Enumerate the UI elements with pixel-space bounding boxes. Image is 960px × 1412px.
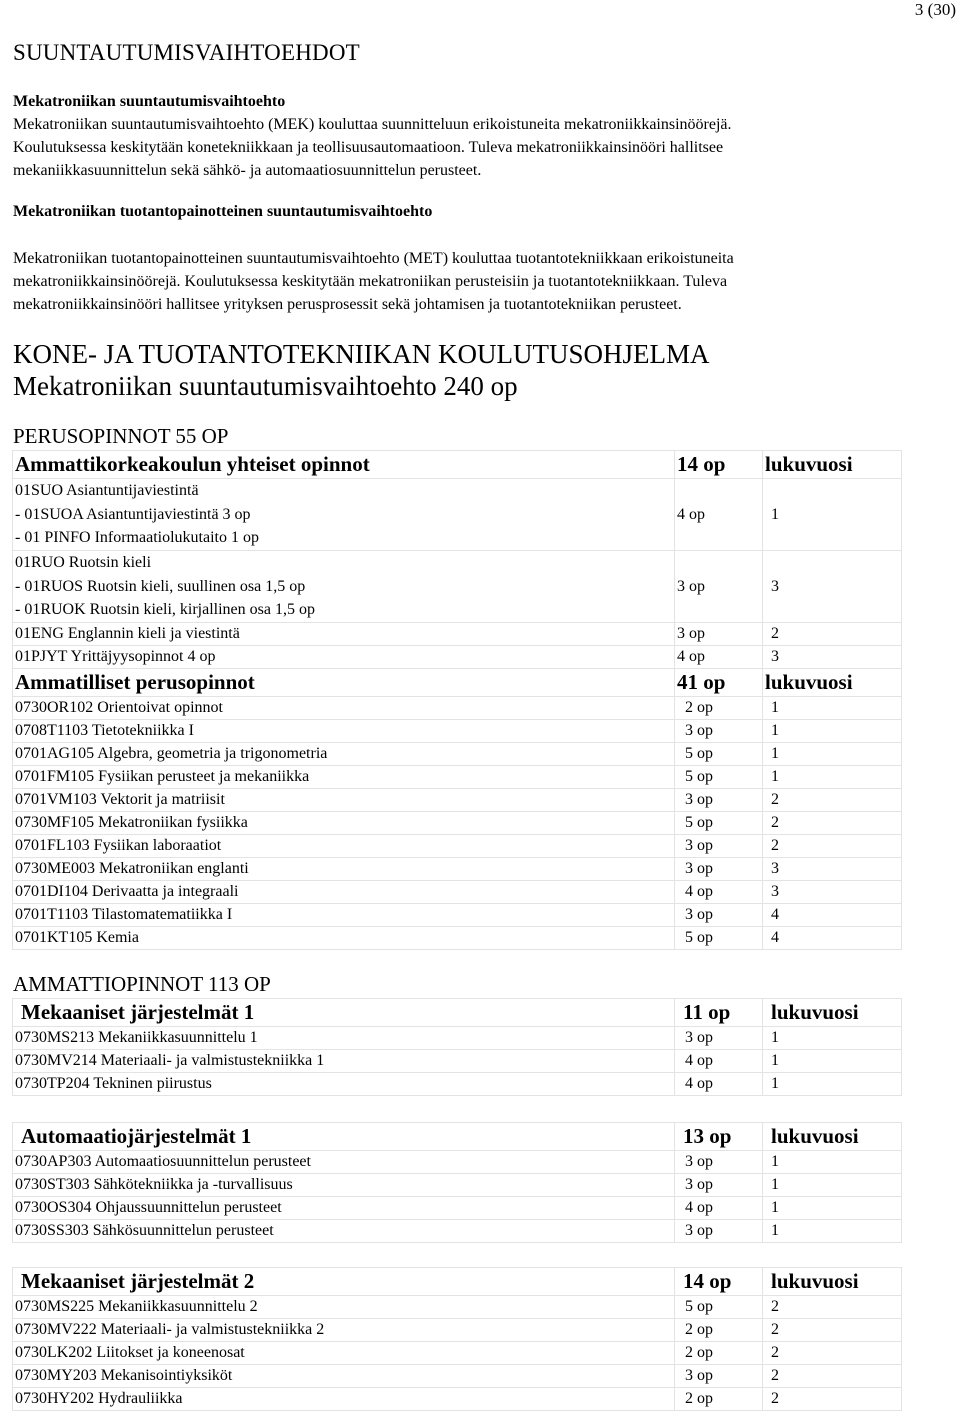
course-name: 0730LK202 Liitokset ja koneenosat xyxy=(13,1342,675,1365)
course-name: 0730MV222 Materiaali- ja valmistustekniikka 2 xyxy=(13,1319,675,1342)
table-row xyxy=(13,1319,902,1342)
table-row xyxy=(13,1220,902,1243)
course-year: 2 xyxy=(763,1319,902,1342)
course-name: 0730MV214 Materiaali- ja valmistustekniikka 1 xyxy=(13,1050,675,1073)
mekaaniset2-table xyxy=(12,1267,902,1411)
course-year: 3 xyxy=(763,646,902,669)
perusopinnot-title: PERUSOPINNOT 55 OP xyxy=(13,424,229,448)
course-year: 1 xyxy=(763,1151,902,1174)
course-credits: 2 op xyxy=(675,1388,763,1411)
mek-line: Koulutuksessa keskitytään konetekniikkaan ja teollisuusautomaatioon. Tuleva mekatroniikkainsinööri hallitsee xyxy=(13,139,724,156)
course-name: 0730OS304 Ohjaussuunnittelun perusteet xyxy=(13,1197,675,1220)
mek-heading: Mekatroniikan suuntautumisvaihtoehto xyxy=(13,93,286,110)
course-year: 1 xyxy=(763,697,902,720)
course-credits: 3 op xyxy=(675,1174,763,1197)
course-year: 1 xyxy=(763,1174,902,1197)
group-credits: 13 op xyxy=(675,1123,763,1151)
group-credits: 41 op xyxy=(675,669,763,697)
course-name: 01ENG Englannin kieli ja viestintä xyxy=(13,623,675,646)
course-name: 0701DI104 Derivaatta ja integraali xyxy=(13,881,675,904)
course-credits: 5 op xyxy=(675,927,763,950)
group-title: Automaatiojärjestelmät 1 xyxy=(13,1123,675,1151)
course-credits: 4 op xyxy=(675,881,763,904)
course-credits: 5 op xyxy=(675,1296,763,1319)
course-name: 0730SS303 Sähkösuunnittelun perusteet xyxy=(13,1220,675,1243)
table-header-row xyxy=(13,1123,902,1151)
course-credits: 4 op xyxy=(675,1197,763,1220)
course-credits: 3 op xyxy=(675,835,763,858)
course-year: 2 xyxy=(763,1342,902,1365)
mekaaniset1-table xyxy=(12,998,902,1096)
course-name: 0730AP303 Automaatiosuunnittelun perusteet xyxy=(13,1151,675,1174)
program-subtitle: Mekatroniikan suuntautumisvaihtoehto 240 op xyxy=(13,371,518,401)
course-year: 1 xyxy=(763,1197,902,1220)
course-year: 3 xyxy=(763,858,902,881)
course-name: 0701FL103 Fysiikan laboraatiot xyxy=(13,835,675,858)
course-credits: 2 op xyxy=(675,1319,763,1342)
table-row xyxy=(13,551,902,623)
automaatio1-table xyxy=(12,1122,902,1243)
course-name: 0730MF105 Mekatroniikan fysiikka xyxy=(13,812,675,835)
group-credits: 14 op xyxy=(675,1268,763,1296)
course-credits: 3 op xyxy=(675,1151,763,1174)
course-year: 2 xyxy=(763,1296,902,1319)
course-year: 4 xyxy=(763,927,902,950)
table-row xyxy=(13,1296,902,1319)
table-row xyxy=(13,766,902,789)
course-credits: 2 op xyxy=(675,1342,763,1365)
course-line: - 01RUOS Ruotsin kieli, suullinen osa 1,5 op xyxy=(15,577,306,595)
table-row xyxy=(13,697,902,720)
group-year-label: lukuvuosi xyxy=(763,669,902,697)
course-credits: 3 op xyxy=(675,789,763,812)
course-line: 01RUO Ruotsin kieli xyxy=(15,554,152,572)
group-credits: 11 op xyxy=(675,999,763,1027)
course-name: 0701AG105 Algebra, geometria ja trigonometria xyxy=(13,743,675,766)
course-line: 01SUO Asiantuntijaviestintä xyxy=(15,482,199,500)
page-number: 3 (30) xyxy=(914,0,956,19)
mek-line: Mekatroniikan suuntautumisvaihtoehto (MEK) kouluttaa suunnitteluun erikoistuneita mekatroniikkainsinöörejä. xyxy=(13,116,732,133)
table-row xyxy=(13,927,902,950)
course-year: 3 xyxy=(763,551,902,623)
group-year-label: lukuvuosi xyxy=(763,1268,902,1296)
met-description xyxy=(13,247,948,316)
course-year: 2 xyxy=(763,623,902,646)
group-year-label: lukuvuosi xyxy=(763,451,902,479)
course-year: 1 xyxy=(763,766,902,789)
group-year-label: lukuvuosi xyxy=(763,1123,902,1151)
table-row xyxy=(13,881,902,904)
table-row xyxy=(13,1151,902,1174)
course-credits: 3 op xyxy=(675,1027,763,1050)
course-name: 0701T1103 Tilastomatematiikka I xyxy=(13,904,675,927)
course-credits: 4 op xyxy=(675,646,763,669)
table-row xyxy=(13,1365,902,1388)
course-year: 2 xyxy=(763,812,902,835)
course-name: 0701FM105 Fysiikan perusteet ja mekaniikka xyxy=(13,766,675,789)
course-name: 0730TP204 Tekninen piirustus xyxy=(13,1073,675,1096)
table-row xyxy=(13,812,902,835)
table-header-row xyxy=(13,451,902,479)
ammattiopinnot-title: AMMATTIOPINNOT 113 OP xyxy=(13,972,271,996)
course-year: 1 xyxy=(763,1220,902,1243)
course-credits: 5 op xyxy=(675,766,763,789)
course-credits: 3 op xyxy=(675,720,763,743)
course-line: - 01RUOK Ruotsin kieli, kirjallinen osa 1,5 op xyxy=(15,601,315,619)
course-credits: 5 op xyxy=(675,812,763,835)
course-name: 0730ME003 Mekatroniikan englanti xyxy=(13,858,675,881)
course-year: 2 xyxy=(763,1388,902,1411)
course-name xyxy=(13,551,675,623)
course-year: 1 xyxy=(763,1027,902,1050)
course-year: 2 xyxy=(763,835,902,858)
course-year: 2 xyxy=(763,1365,902,1388)
course-name: 01PJYT Yrittäjyysopinnot 4 op xyxy=(13,646,675,669)
met-line: Mekatroniikan tuotantopainotteinen suuntautumisvaihtoehto (MET) kouluttaa tuotantotekniikkaan erikoistuneita xyxy=(13,250,734,267)
group-title: Ammattikorkeakoulun yhteiset opinnot xyxy=(13,451,675,479)
table-row xyxy=(13,1388,902,1411)
perusopinnot-table xyxy=(12,450,902,950)
course-credits: 2 op xyxy=(675,697,763,720)
group-title: Mekaaniset järjestelmät 2 xyxy=(13,1268,675,1296)
course-line: - 01SUOA Asiantuntijaviestintä 3 op xyxy=(15,505,251,523)
course-credits: 3 op xyxy=(675,1365,763,1388)
course-credits: 4 op xyxy=(675,479,763,551)
table-row xyxy=(13,646,902,669)
course-credits: 3 op xyxy=(675,623,763,646)
course-credits: 4 op xyxy=(675,1050,763,1073)
table-header-row xyxy=(13,669,902,697)
course-year: 3 xyxy=(763,881,902,904)
mek-description xyxy=(13,90,948,182)
table-row xyxy=(13,743,902,766)
course-year: 1 xyxy=(763,743,902,766)
course-credits: 5 op xyxy=(675,743,763,766)
course-name: 0730MY203 Mekanisointiyksiköt xyxy=(13,1365,675,1388)
table-row xyxy=(13,1050,902,1073)
met-line: mekatroniikkainsinööri hallitsee yrityksen perusprosessit sekä johtamisen ja tuotantotekniikan perusteet. xyxy=(13,296,682,313)
table-row xyxy=(13,904,902,927)
table-row xyxy=(13,1342,902,1365)
group-year-label: lukuvuosi xyxy=(763,999,902,1027)
table-row xyxy=(13,835,902,858)
course-credits: 3 op xyxy=(675,904,763,927)
course-year: 1 xyxy=(763,720,902,743)
section-title: SUUNTAUTUMISVAIHTOEHDOT xyxy=(13,40,360,65)
course-name: 0730HY202 Hydrauliikka xyxy=(13,1388,675,1411)
course-credits: 4 op xyxy=(675,1073,763,1096)
course-credits: 3 op xyxy=(675,551,763,623)
table-row xyxy=(13,1073,902,1096)
course-name: 0730MS213 Mekaniikkasuunnittelu 1 xyxy=(13,1027,675,1050)
course-year: 1 xyxy=(763,1073,902,1096)
mek-line: mekaniikkasuunnittelun sekä sähkö- ja automaatiosuunnittelun perusteet. xyxy=(13,162,482,179)
table-header-row xyxy=(13,999,902,1027)
program-title: KONE- JA TUOTANTOTEKNIIKAN KOULUTUSOHJELMA xyxy=(13,339,710,369)
course-name: 0730OR102 Orientoivat opinnot xyxy=(13,697,675,720)
table-row xyxy=(13,1027,902,1050)
course-year: 1 xyxy=(763,1050,902,1073)
met-line: mekatroniikkainsinöörejä. Koulutuksessa keskitytään mekatroniikan perusteisiin ja tuotantotekniikkaan. Tuleva xyxy=(13,273,728,290)
table-row xyxy=(13,858,902,881)
course-name: 0708T1103 Tietotekniikka I xyxy=(13,720,675,743)
table-row xyxy=(13,479,902,551)
course-year: 2 xyxy=(763,789,902,812)
course-name xyxy=(13,479,675,551)
table-row xyxy=(13,1197,902,1220)
course-name: 0701KT105 Kemia xyxy=(13,927,675,950)
course-name: 0701VM103 Vektorit ja matriisit xyxy=(13,789,675,812)
table-header-row xyxy=(13,1268,902,1296)
group-credits: 14 op xyxy=(675,451,763,479)
course-credits: 3 op xyxy=(675,858,763,881)
course-credits: 3 op xyxy=(675,1220,763,1243)
course-name: 0730ST303 Sähkötekniikka ja -turvallisuus xyxy=(13,1174,675,1197)
table-row xyxy=(13,789,902,812)
course-line: - 01 PINFO Informaatiolukutaito 1 op xyxy=(15,529,259,547)
group-title: Ammatilliset perusopinnot xyxy=(13,669,675,697)
group-title: Mekaaniset järjestelmät 1 xyxy=(13,999,675,1027)
met-heading: Mekatroniikan tuotantopainotteinen suuntautumisvaihtoehto xyxy=(13,203,433,220)
table-row xyxy=(13,1174,902,1197)
course-year: 1 xyxy=(763,479,902,551)
table-row xyxy=(13,720,902,743)
course-name: 0730MS225 Mekaniikkasuunnittelu 2 xyxy=(13,1296,675,1319)
course-year: 4 xyxy=(763,904,902,927)
table-row xyxy=(13,623,902,646)
